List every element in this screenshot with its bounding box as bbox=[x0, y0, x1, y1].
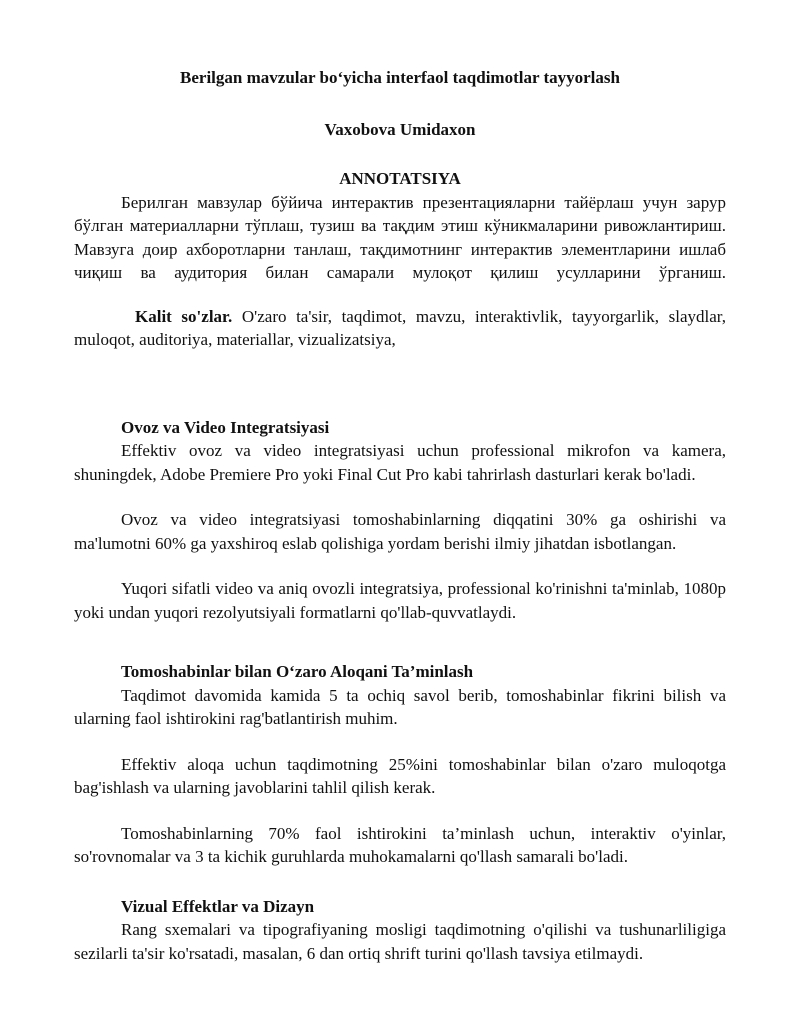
section-paragraph: Tomoshabinlarning 70% faol ishtirokini ta’minlash uchun, interaktiv o'yinlar, so'rovnomalar va 3 ta kichik guruhlarda muhokamalarni qo'llash samarali bo'ladi. bbox=[74, 823, 726, 866]
keywords-label: Kalit so'zlar. bbox=[135, 306, 233, 326]
section-paragraph: Taqdimot davomida kamida 5 ta ochiq savol berib, tomoshabinlar fikrini bilish va ularning faol ishtirokini rag'batlantirish muhim. bbox=[74, 685, 726, 728]
annotation-heading: ANNOTATSIYA bbox=[339, 169, 461, 188]
section-paragraph: Effektiv aloqa uchun taqdimotning 25%ini tomoshabinlar bilan o'zaro muloqotga bag'ishlash va ularning javoblarini tahlil qilish kerak. bbox=[74, 754, 726, 797]
document-title: Berilgan mavzular bo‘yicha interfaol taqdimotlar tayyorlash bbox=[180, 68, 620, 87]
section-paragraph: Yuqori sifatli video va aniq ovozli integratsiya, professional ko'rinishni ta'minlab, 1080p yoki undan yuqori rezolyutsiyali formatlarni qo'llab-quvvatlaydi. bbox=[74, 579, 726, 622]
section-paragraph: Rang sxemalari va tipografiyaning mosligi taqdimotning o'qilishi va tushunarliligiga sezilarli ta'sir ko'rsatadi, masalan, 6 dan ortiq shrift turini qo'llash tavsiya etilmaydi. bbox=[74, 920, 726, 963]
section-paragraph: Effektiv ovoz va video integratsiyasi uchun professional mikrofon va kamera, shuningdek, Adobe Premiere Pro yoki Final Cut Pro kabi tahrirlash dasturlari kerak bo'ladi. bbox=[74, 441, 726, 484]
section-paragraph: Ovoz va video integratsiyasi tomoshabinlarning diqqatini 30% ga oshirishi va ma'lumotni 60% ga yaxshiroq eslab qolishiga yordam berishi ilmiy jihatdan isbotlangan. bbox=[74, 510, 726, 553]
section-heading-audio-video: Ovoz va Video Integratsiyasi bbox=[121, 417, 330, 437]
section-heading-audience: Tomoshabinlar bilan O‘zaro Aloqani Ta’minlash bbox=[121, 662, 474, 681]
keywords-paragraph bbox=[74, 305, 726, 352]
annotation-text: Берилган мавзулар бўйича интерактив презентацияларни тайёрлаш учун зарур бўлган материалларни тўплаш, тузиш ва тақдим этиш кўникмаларини ривожлантириш. Мавзуга доир ахборотларни танлаш, тақдимотнинг интерактив элементларини ишлаб чиқиш ва аудитория билан самарали мулоқот қилиш усулларини ўрганиш. bbox=[74, 192, 726, 282]
section-heading-visual: Vizual Effektlar va Dizayn bbox=[121, 896, 315, 916]
author-name: Vaxobova Umidaxon bbox=[324, 119, 476, 139]
keywords-text: O'zaro ta'sir, taqdimot, mavzu, interaktivlik, tayyorgarlik, slaydlar, muloqot, auditoriya, materiallar, vizualizatsiya, bbox=[74, 306, 726, 349]
